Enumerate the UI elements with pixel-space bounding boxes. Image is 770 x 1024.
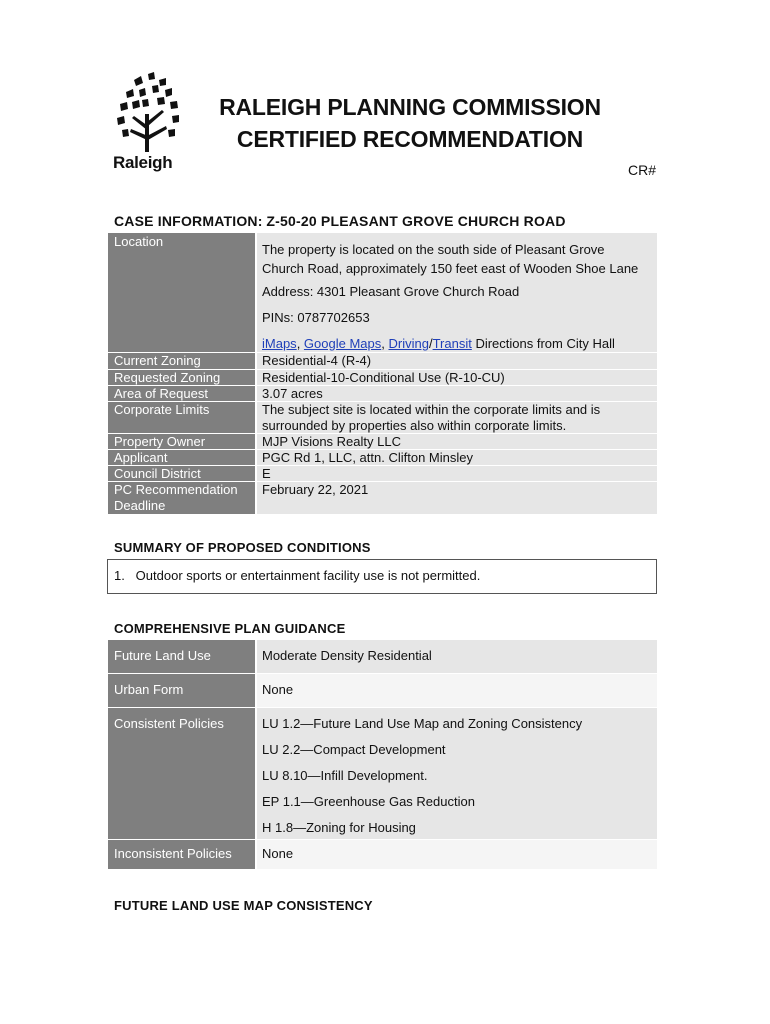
cr-number: CR# [627,162,656,178]
driving-link[interactable]: Driving [388,336,429,351]
inconsistent-policies-label-cell [108,840,255,869]
area-of-request-value-cell [257,386,657,401]
link-slash: / [428,336,433,351]
property-owner-label: Property Owner [114,434,206,449]
summary-conditions-heading: SUMMARY OF PROPOSED CONDITIONS [114,540,371,555]
consistent-policy-item: H 1.8—Zoning for Housing [262,820,416,835]
imaps-link[interactable]: iMaps [262,336,297,351]
applicant-label: Applicant [114,450,168,465]
consistent-policies-label-cell [108,708,255,839]
future-land-use-map-heading: FUTURE LAND USE MAP CONSISTENCY [114,898,373,913]
consistent-policy-item: EP 1.1—Greenhouse Gas Reduction [262,794,475,809]
requested-zoning-value: Residential-10-Conditional Use (R-10-CU) [262,370,505,385]
future-land-use-label-cell [108,640,255,673]
urban-form-value: None [262,682,294,697]
location-description: The property is located on the south side of Pleasant Grove Church Road, approximately 150 feet east of Wooden Shoe Lane [262,242,639,276]
pc-deadline-label: PC Recommendation Deadline [114,482,238,513]
applicant-value-cell [257,450,657,465]
case-information-heading-case: Z-50-20 PLEASANT GROVE CHURCH ROAD [266,213,566,229]
location-label-cell [108,233,255,352]
current-zoning-value: Residential-4 (R-4) [262,353,372,368]
condition-item: 1. Outdoor sports or entertainment facility use is not permitted. [114,568,481,583]
future-land-use-label: Future Land Use [114,648,211,663]
directions-links [257,326,657,352]
area-of-request-value: 3.07 acres [262,386,323,401]
property-owner-value: MJP Visions Realty LLC [262,434,401,449]
current-zoning-value-cell [257,353,657,369]
logo-wordmark: Raleigh [113,153,173,172]
area-of-request-label: Area of Request [114,386,208,401]
corporate-limits-value-cell [257,402,657,433]
case-information-heading-prefix: CASE INFORMATION: [114,213,263,229]
corporate-limits-label: Corporate Limits [114,402,210,417]
google-maps-link[interactable]: Google Maps [303,336,382,351]
location-address: Address: 4301 Pleasant Grove Church Road [262,284,520,299]
inconsistent-policies-value: None [262,846,294,861]
consistent-policy-item: LU 1.2—Future Land Use Map and Zoning Consistency [262,716,583,731]
applicant-value: PGC Rd 1, LLC, attn. Clifton Minsley [262,450,473,465]
inconsistent-policies-value-cell [257,840,657,869]
pc-deadline-label-cell [108,482,255,514]
conditions-box [107,559,657,594]
urban-form-value-cell [257,674,657,707]
future-land-use-value-cell [257,640,657,673]
consistent-policies-label: Consistent Policies [114,716,224,731]
urban-form-label-cell [108,674,255,707]
case-information-heading [114,213,566,229]
pc-deadline-value-cell [257,482,657,514]
corporate-limits-value: The subject site is located within the corporate limits and is surrounded by properties also within corporate limits. [262,402,601,433]
urban-form-label: Urban Form [114,682,184,697]
consistent-policy-item: LU 2.2—Compact Development [262,742,446,757]
future-land-use-value: Moderate Density Residential [262,648,432,663]
area-of-request-label-cell [108,386,255,401]
council-district-label: Council District [114,466,201,481]
location-pins: PINs: 0787702653 [262,310,370,325]
link-separator: , [296,336,304,351]
applicant-label-cell [108,450,255,465]
document-title-line1: RALEIGH PLANNING COMMISSION [219,94,601,120]
requested-zoning-value-cell [257,370,657,385]
document-title-line2: CERTIFIED RECOMMENDATION [236,126,584,152]
pc-deadline-value: February 22, 2021 [262,482,369,497]
consistent-policy-item: LU 8.10—Infill Development. [262,768,428,783]
transit-link[interactable]: Transit [432,336,472,351]
location-label: Location [114,234,164,249]
corporate-limits-label-cell [108,402,255,433]
directions-suffix: Directions from City Hall [471,336,615,351]
location-value-cell [257,233,657,352]
requested-zoning-label-cell [108,370,255,385]
property-owner-value-cell [257,434,657,449]
property-owner-label-cell [108,434,255,449]
current-zoning-label: Current Zoning [114,353,201,368]
consistent-policies-value-cell [257,708,657,839]
council-district-value: E [262,466,271,481]
inconsistent-policies-label: Inconsistent Policies [114,846,232,861]
requested-zoning-label: Requested Zoning [114,370,221,385]
link-separator: , [381,336,389,351]
comprehensive-plan-heading: COMPREHENSIVE PLAN GUIDANCE [114,621,346,636]
council-district-label-cell [108,466,255,481]
council-district-value-cell [257,466,657,481]
current-zoning-label-cell [108,353,255,369]
